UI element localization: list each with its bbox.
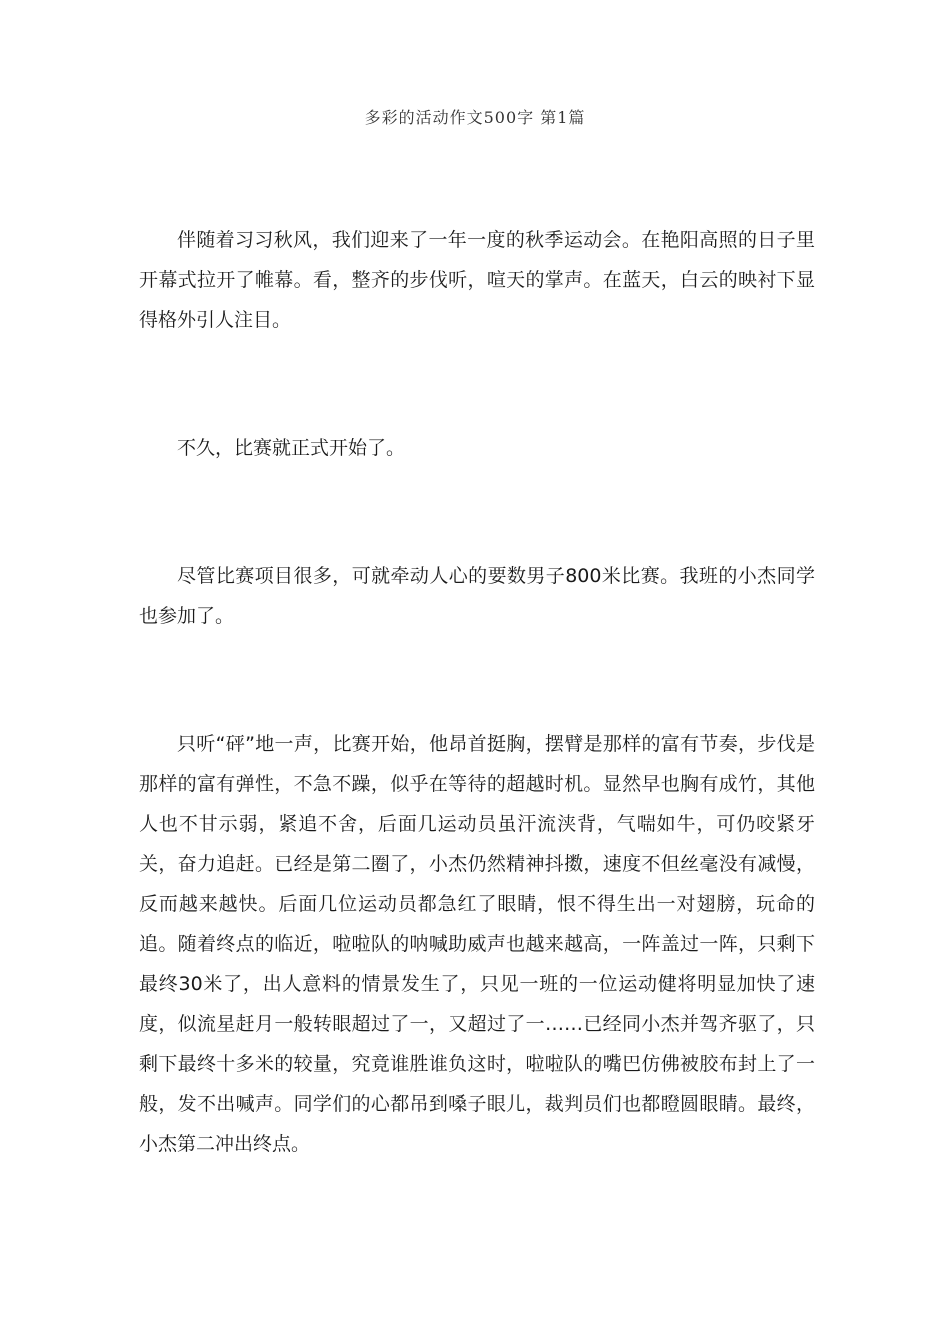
paragraph-4: 只听“砰”地一声，比赛开始，他昂首挺胸，摆臂是那样的富有节奏，步伐是那样的富有弹性，不急不躁，似乎在等待的超越时机。显然早也胸有成竹，其他人也不甘示弱，紧追不舍，后面几运动员虽汗流浃背，气喘如牛，可仍咬紧牙关，奋力追赶。已经是第二圈了，小杰仍然精神抖擞，速度不但丝毫没有减慢，反而越来越快。后面几位运动员都急红了眼睛，恨不得生出一对翅膀，玩命的追。随着终点的临近，啦啦队的呐喊助威声也越来越高，一阵盖过一阵，只剩下最终30米了，出人意料的情景发生了，只见一班的一位运动健将明显加快了速度，似流星赶月一般转眼超过了一，又超过了一……已经同小杰并驾齐驱了，只剩下最终十多米的较量，究竟谁胜谁负这时，啦啦队的嘴巴仿佛被胶布封上了一般，发不出喊声。同学们的心都吊到嗓子眼儿，裁判员们也都瞪圆眼睛。最终，小杰第二冲出终点。 xyxy=(139,733,815,1155)
document-body xyxy=(139,220,815,1164)
paragraph-3: 尽管比赛项目很多，可就牵动人心的要数男子800米比赛。我班的小杰同学也参加了。 xyxy=(139,565,815,627)
document-header: 多彩的活动作文500字 第1篇 xyxy=(364,108,586,127)
paragraph-2: 不久，比赛就正式开始了。 xyxy=(177,437,406,459)
paragraph-1: 伴随着习习秋风，我们迎来了一年一度的秋季运动会。在艳阳高照的日子里开幕式拉开了帷幕。看，整齐的步伐听，喧天的掌声。在蓝天，白云的映衬下显得格外引人注目。 xyxy=(139,229,815,331)
